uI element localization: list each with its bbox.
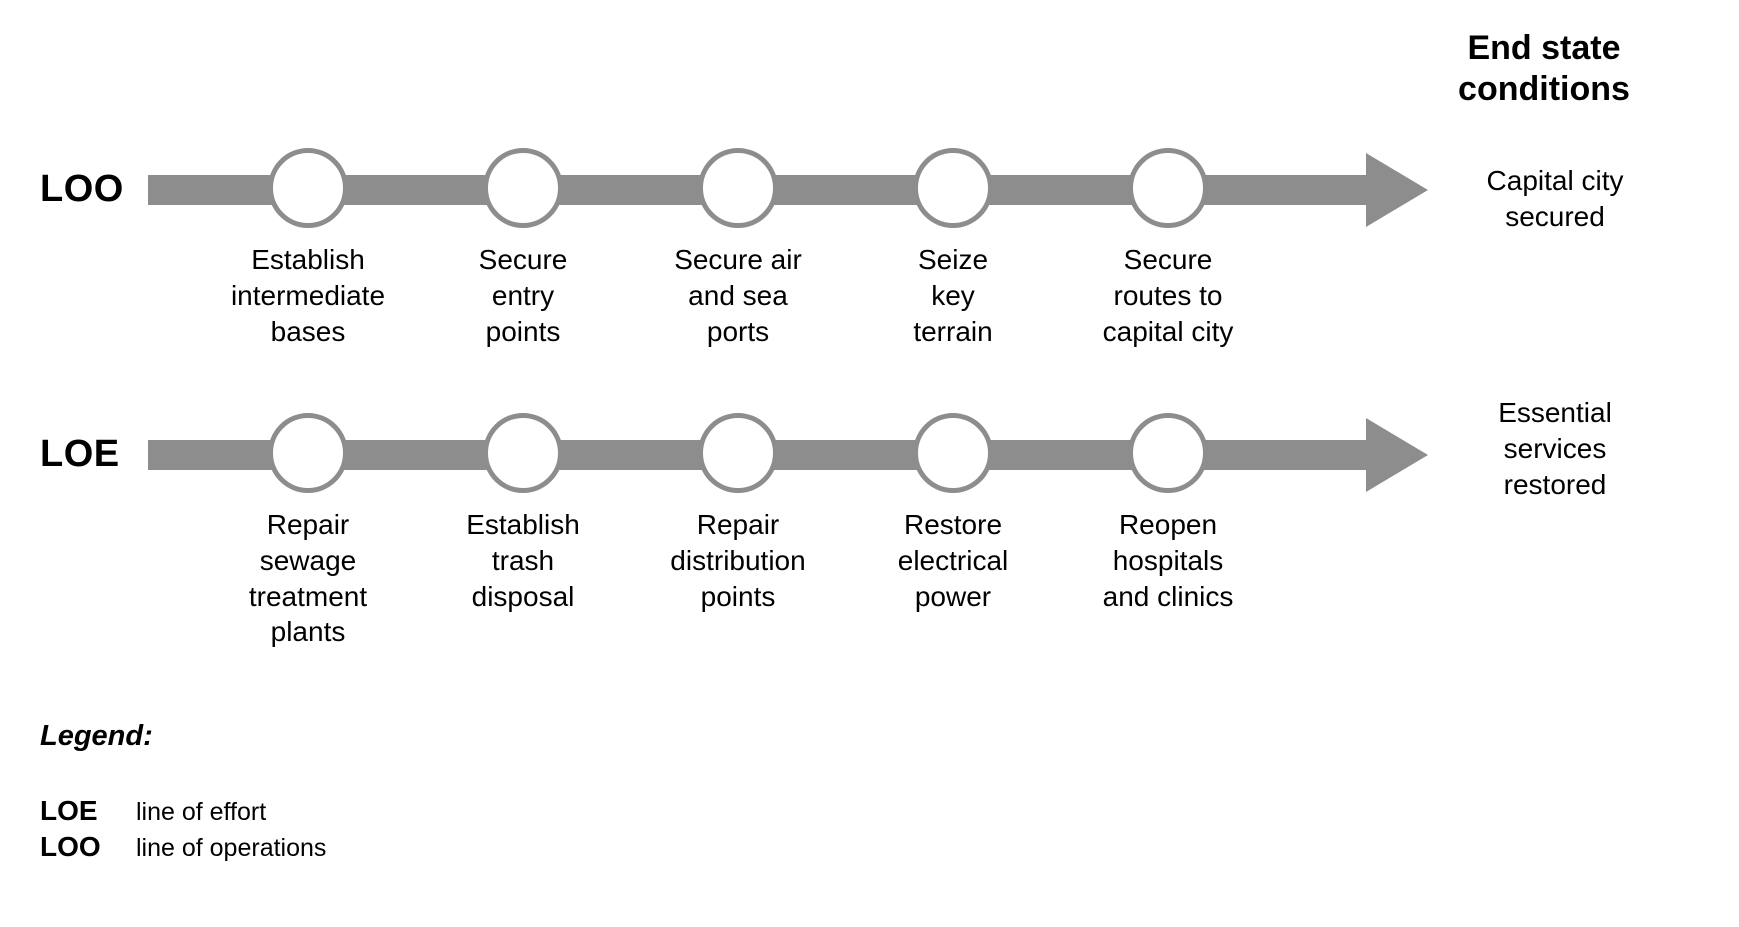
legend-title: Legend: [40, 720, 153, 752]
loo-node-2-circle[interactable] [483, 148, 563, 228]
loe-end-state-text: Essential services restored [1498, 397, 1612, 500]
loe-node-2-circle[interactable] [483, 413, 563, 493]
loe-node-5-circle[interactable] [1128, 413, 1208, 493]
loo-node-1-caption: Establish intermediate bases [230, 244, 386, 347]
loe-node-5-caption: Reopen hospitals and clinics [1102, 509, 1234, 612]
legend [40, 720, 326, 867]
loo-arrow [148, 150, 1448, 347]
loo-arrow-head-icon [1366, 153, 1428, 227]
loo-node-2-caption: Secure entry points [478, 244, 568, 347]
loo-node-3-caption: Secure air and sea ports [674, 244, 802, 347]
legend-definition-loe: line of effort [136, 798, 267, 826]
loo-end-state-text: Capital city secured [1486, 165, 1624, 232]
legend-abbr-loe: LOE [40, 795, 98, 826]
loe-node-4-circle[interactable] [913, 413, 993, 493]
loo-node-5-circle[interactable] [1128, 148, 1208, 228]
loe-node-2-caption: Establish trash disposal [466, 509, 580, 612]
loe-node-1-circle[interactable] [268, 413, 348, 493]
loo-node-5-caption: Secure routes to capital city [1102, 244, 1234, 347]
legend-abbr-loo: LOO [40, 831, 101, 862]
loe-node-3-caption: Repair distribution points [670, 509, 806, 612]
loe-node-4-caption: Restore electrical power [897, 509, 1009, 612]
loe-arrow [148, 415, 1448, 648]
loe-arrow-head-icon [1366, 418, 1428, 492]
loo-label: LOO [40, 168, 124, 210]
loo-node-1-circle[interactable] [268, 148, 348, 228]
loo-node-3-circle[interactable] [698, 148, 778, 228]
loe-node-3-circle[interactable] [698, 413, 778, 493]
legend-entry-loo [40, 831, 326, 863]
legend-entry-loe [40, 795, 326, 827]
loe-node-1-caption: Repair sewage treatment plants [248, 509, 368, 648]
loo-node-4-caption: Seize key terrain [913, 244, 993, 347]
loo-node-4-circle[interactable] [913, 148, 993, 228]
legend-definition-loo: line of operations [136, 834, 327, 862]
loe-label: LOE [40, 433, 120, 475]
end-state-conditions-heading: End state conditions [1458, 29, 1630, 109]
